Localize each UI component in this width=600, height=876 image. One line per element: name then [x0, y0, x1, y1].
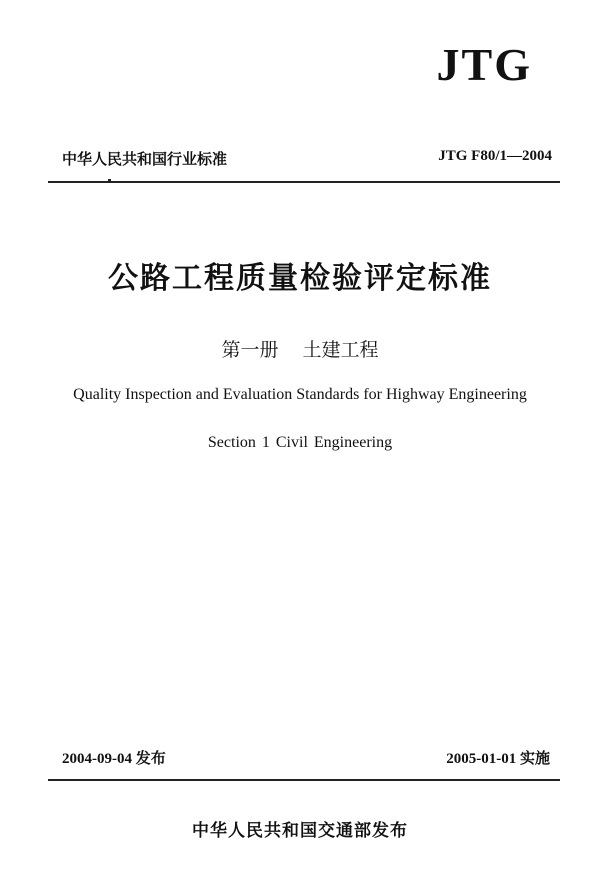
header-row	[62, 148, 552, 172]
bottom-divider	[48, 779, 560, 781]
issuer-label: 中华人民共和国行业标准	[62, 150, 228, 168]
standard-code: JTG F80/1—2004	[438, 148, 552, 164]
effective-date: 2005-01-01 实施	[446, 751, 550, 767]
title-english: Quality Inspection and Evaluation Standards for Highway Engineering	[73, 386, 527, 403]
release-date: 2004-09-04 发布	[62, 751, 166, 767]
publisher: 中华人民共和国交通部发布	[192, 821, 408, 841]
date-row	[62, 747, 550, 769]
title-chinese: 公路工程质量检验评定标准	[108, 261, 492, 296]
section-english: Section 1 Civil Engineering	[207, 434, 393, 451]
volume-chinese: 第一册 土建工程	[221, 339, 379, 361]
divider-mark	[108, 179, 111, 183]
top-divider	[48, 181, 560, 183]
jtg-logo: JTG	[436, 39, 532, 90]
